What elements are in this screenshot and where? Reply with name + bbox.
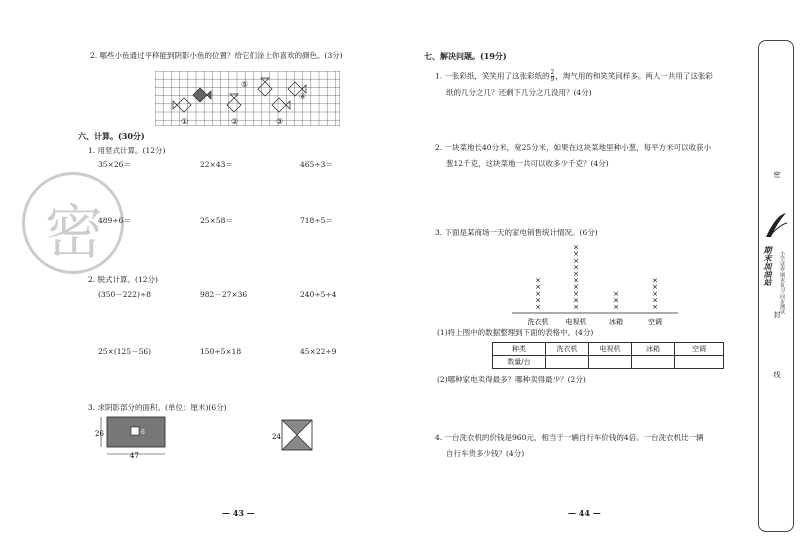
step-1-2: 982－27×36 bbox=[200, 290, 248, 299]
category-label: 空调 bbox=[648, 318, 662, 326]
binding-margin bbox=[758, 40, 794, 532]
tally-mark: × bbox=[573, 296, 579, 305]
tally-mark: × bbox=[535, 289, 541, 298]
brand-slogan: 小学试卷·期末复习·同步测试 bbox=[779, 251, 785, 315]
tally-mark: × bbox=[652, 289, 658, 298]
tally-mark: × bbox=[613, 303, 619, 311]
brand-name: 期末加油站 bbox=[763, 246, 773, 286]
tally-mark: × bbox=[573, 250, 579, 259]
problem-3-q1: (1)将上图中的数据整理到下面的表格中。(4分) bbox=[437, 328, 594, 337]
fig1-width: 47 bbox=[130, 452, 139, 460]
tally-mark: × bbox=[652, 276, 658, 285]
problem-4-line-1: 4. 一台洗衣机的价钱是960元，相当于一辆自行车价钱的4倍。一台洗衣机比一辆 bbox=[435, 433, 704, 442]
fraction: $\frac{2}{9}$ bbox=[550, 69, 555, 83]
fish-2 bbox=[227, 94, 241, 112]
problem-4-line-2: 自行车贵多少钱？(4分) bbox=[446, 449, 525, 458]
fig1-height: 26 bbox=[95, 430, 104, 438]
tally-mark: × bbox=[573, 270, 579, 278]
tally-mark: × bbox=[535, 276, 541, 285]
step-2-2: 150÷5×18 bbox=[200, 347, 242, 356]
table-header-cell: 空调 bbox=[675, 343, 724, 356]
fish-3 bbox=[272, 98, 290, 112]
tally-mark: × bbox=[573, 263, 579, 272]
step-1-1: (350－222)÷8 bbox=[98, 290, 152, 299]
step-2-1: 25×(125－56) bbox=[98, 347, 152, 356]
step-2-3: 45×22÷9 bbox=[300, 347, 337, 356]
tally-mark: × bbox=[573, 289, 579, 298]
sales-tally-chart bbox=[500, 240, 690, 328]
sub-2-heading: 2. 脱式计算。(12分) bbox=[88, 275, 158, 284]
shaded-fish bbox=[193, 88, 211, 102]
tally-mark: × bbox=[535, 303, 541, 311]
fish-label-3: ③ bbox=[276, 117, 284, 126]
tally-mark: × bbox=[573, 276, 579, 285]
tally-mark: × bbox=[573, 283, 579, 292]
tally-mark: × bbox=[573, 243, 579, 252]
shaded-rectangle-figure bbox=[95, 414, 175, 460]
fish-label-2: ② bbox=[231, 117, 239, 126]
tally-mark: × bbox=[652, 296, 658, 305]
section-6-heading: 六、计算。(30分) bbox=[78, 131, 145, 141]
fish-label-5: ⑤ bbox=[241, 80, 249, 89]
problem-1-line-2: 纸的几分之几？还剩下几分之几没用？(4分) bbox=[446, 88, 592, 97]
page-number-right: — 44 — bbox=[568, 508, 601, 518]
category-label: 洗衣机 bbox=[527, 318, 549, 326]
brand-logo-icon bbox=[763, 211, 789, 241]
vertical-1-3: 465÷3＝ bbox=[300, 160, 333, 169]
problem-2-line-2: 葱12千克，这块菜地一共可以收多少千克？(4分) bbox=[446, 159, 609, 168]
problem-3-q2: (2)哪种家电卖得最多？哪种卖得最少？(2分) bbox=[437, 375, 586, 384]
tally-mark: × bbox=[535, 283, 541, 292]
section-7-heading: 七、解决问题。(19分) bbox=[424, 51, 507, 61]
page-number-left: — 43 — bbox=[222, 508, 255, 518]
problem-2-line-1: 2. 一块菜地长40分米，宽25分米，如果在这块菜地里种小葱，每平方米可以收获小 bbox=[435, 143, 712, 152]
stamp-char: 密 bbox=[45, 198, 104, 266]
category-label: 电视机 bbox=[565, 318, 587, 326]
vertical-2-1: 489÷6＝ bbox=[98, 216, 131, 225]
answer-cell[interactable] bbox=[675, 356, 724, 369]
table-header-cell: 电视机 bbox=[589, 343, 632, 356]
sales-table bbox=[492, 342, 724, 369]
fish-grid bbox=[155, 71, 340, 126]
tally-mark: × bbox=[573, 256, 579, 265]
seal-char-mid: 封 bbox=[773, 311, 781, 318]
diagonal-square-figure bbox=[272, 418, 318, 458]
tally-mark: × bbox=[652, 283, 658, 292]
category-label: 冰箱 bbox=[609, 318, 623, 326]
table-row-label: 数量/台 bbox=[493, 356, 546, 369]
tally-mark: × bbox=[652, 303, 658, 311]
table-header-cell: 种类 bbox=[493, 343, 546, 356]
fig1-inner: 6 bbox=[141, 429, 145, 436]
answer-cell[interactable] bbox=[589, 356, 632, 369]
seal-char-top: 密 bbox=[773, 171, 781, 178]
vertical-2-2: 25×58＝ bbox=[200, 216, 233, 225]
step-1-3: 240÷5÷4 bbox=[300, 290, 337, 299]
problem-3-text: 3. 下面是某商场一天的家电销售统计情况。(6分) bbox=[435, 228, 598, 237]
sub-1-heading: 1. 用竖式计算。(12分) bbox=[88, 146, 166, 155]
tally-mark: × bbox=[613, 289, 619, 298]
seal-char-bot: 线 bbox=[773, 371, 781, 378]
fish-label-4: ④ bbox=[299, 92, 307, 101]
question-2-text: 2. 哪些小鱼通过平移能到阴影小鱼的位置？给它们涂上你喜欢的颜色。(3分) bbox=[90, 51, 343, 60]
sub-3-heading: 3. 求阴影部分的面积。(单位：厘米)(6分) bbox=[88, 403, 227, 412]
table-header-cell: 冰箱 bbox=[632, 343, 675, 356]
tally-mark: × bbox=[613, 296, 619, 305]
problem-1-line-1: 1. 一张彩纸，笑笑用了这张彩纸的 $\frac{2}{9}$ ，淘气用的和笑笑同样多。两人一共用了这张彩 bbox=[435, 69, 713, 83]
vertical-2-3: 718÷5＝ bbox=[300, 216, 333, 225]
fish-1 bbox=[173, 98, 191, 112]
fish-label-1: ① bbox=[181, 117, 189, 126]
answer-cell[interactable] bbox=[632, 356, 675, 369]
tally-mark: × bbox=[573, 303, 579, 311]
answer-cell[interactable] bbox=[546, 356, 589, 369]
fig2-height: 24 bbox=[272, 433, 281, 441]
vertical-1-2: 22×43＝ bbox=[200, 160, 233, 169]
tally-mark: × bbox=[535, 296, 541, 305]
vertical-1-1: 35×26＝ bbox=[98, 160, 131, 169]
table-header-cell: 洗衣机 bbox=[546, 343, 589, 356]
